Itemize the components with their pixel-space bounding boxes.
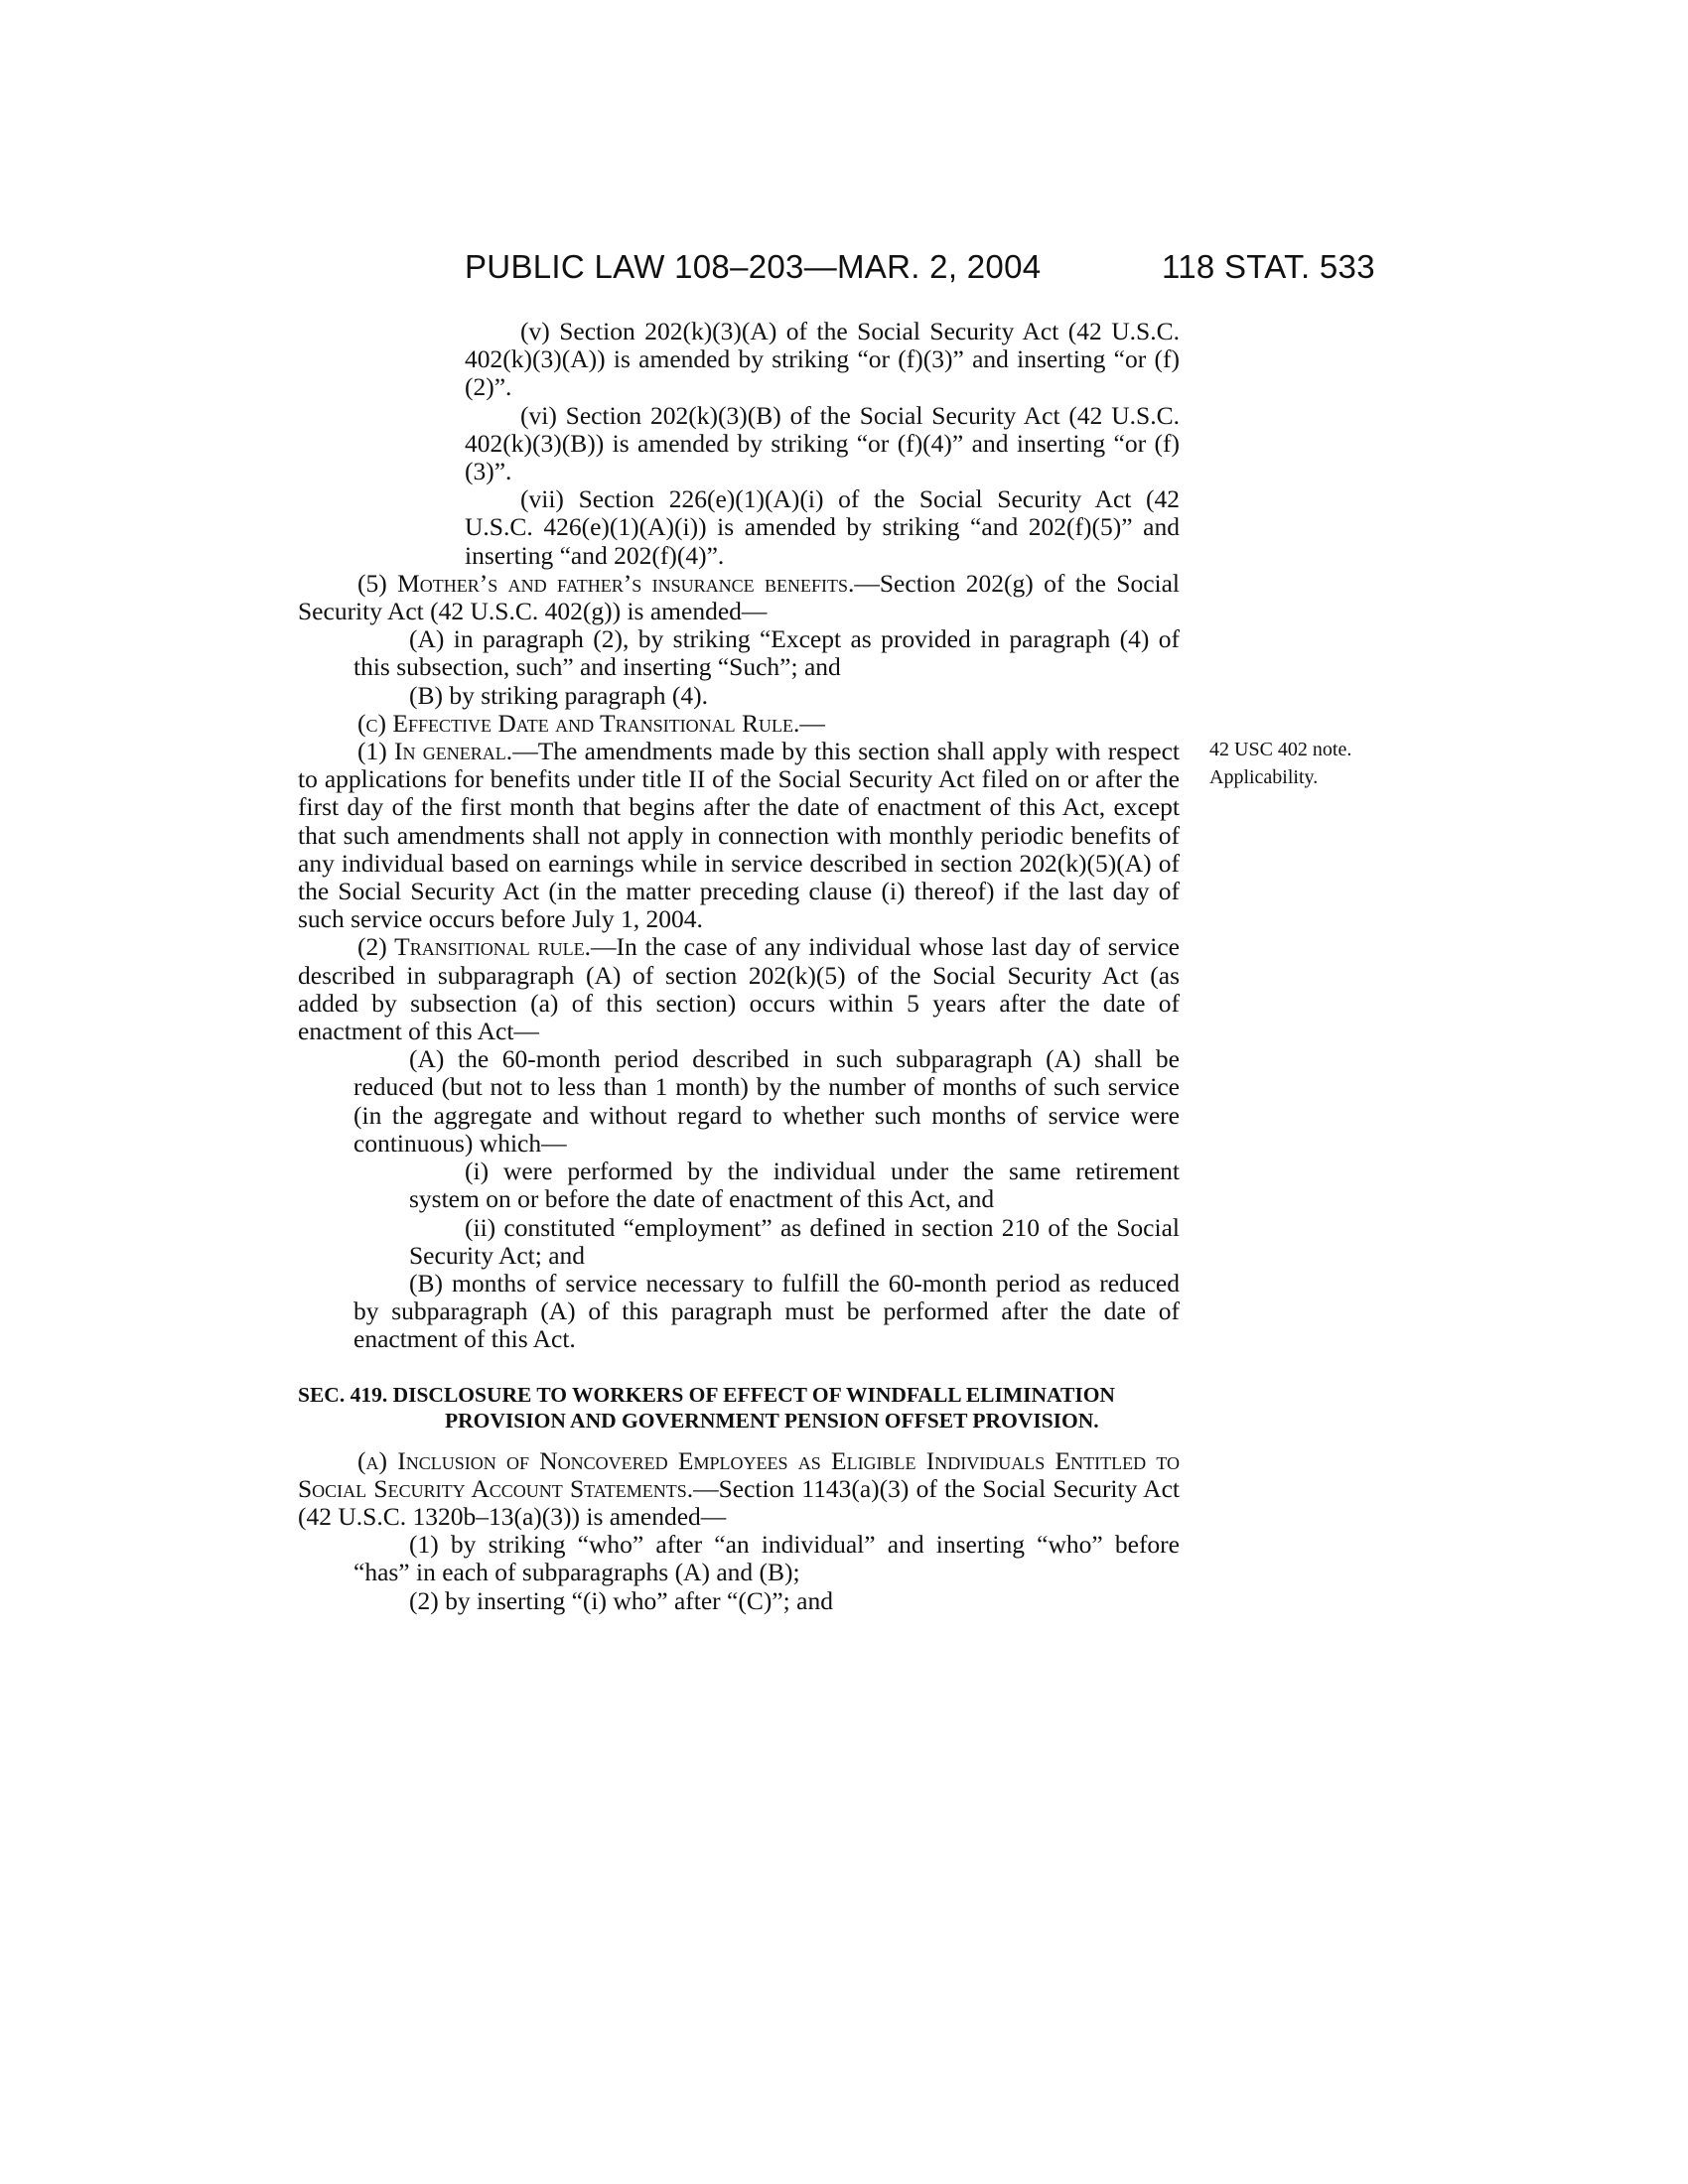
subsection-c-dash: — <box>799 708 825 738</box>
clause-vi: (vi) Section 202(k)(3)(B) of the Social Security Act (42 U.S.C. 402(k)(3)(B)) is amended by striking “or (f)(4)” and inserting “or (f)(3)”. <box>465 400 1180 486</box>
paragraph-5 <box>298 570 1180 625</box>
paragraph-5-heading: (5) Mother’s and father’s insurance benefits. <box>357 568 855 598</box>
subsection-c-heading: (c) Effective Date and Transitional Rule. <box>357 708 800 738</box>
paragraph-c2-heading: (2) Transitional rule. <box>357 932 591 962</box>
paragraph-c2-text: —In the case of any individual whose last day of service described in subparagraph (A) of section 202(k)(5) of the Social Security Act (as added by subsection (a) of this section) occurs within 5 years after the date of enactment of this Act— <box>298 932 1180 1046</box>
paragraph-c2-clause-i: (i) were performed by the individual under the same retirement system on or before the date of enactment of this Act, and <box>409 1157 1180 1214</box>
paragraph-c2 <box>298 933 1180 1045</box>
paragraph-5-text: —Section 202(g) of the Social Security Act (42 U.S.C. 402(g)) is amended— <box>298 568 1180 626</box>
paragraph-c1-text: —The amendments made by this section shall apply with respect to applications for benefits under title II of the Social Security Act filed on or after the first day of the first month that begins after the date of enactment of this Act, except that such amendments shall not apply in connection with monthly periodic benefits of any individual based on earnings while in service described in section 202(k)(5)(A) of the Social Security Act (in the matter preceding clause (i) thereof) if the last day of such service occurs before July 1, 2004. <box>298 737 1180 934</box>
subsection-c <box>298 710 1180 738</box>
paragraph-c2-clause-ii: (ii) constituted “employment” as defined in section 210 of the Social Security Act; and <box>409 1212 1180 1270</box>
paragraph-c2-subparagraph-b: (B) months of service necessary to fulfill the 60-month period as reduced by subparagraph (A) of this paragraph must be performed after the date of enactment of this Act. <box>353 1268 1180 1354</box>
subsection-a <box>298 1447 1180 1532</box>
margin-note-applicability: Applicability. <box>1209 766 1319 788</box>
document-body <box>298 318 1180 1615</box>
running-header-stat-page: 118 STAT. 533 <box>1162 248 1375 285</box>
paragraph-c1-heading: (1) In general. <box>357 737 513 766</box>
running-header-title: PUBLIC LAW 108–203—MAR. 2, 2004 <box>465 248 1042 285</box>
clause-vii: (vii) Section 226(e)(1)(A)(i) of the Social Security Act (42 U.S.C. 426(e)(1)(A)(i)) is amended by striking “and 202(f)(5)” and inserting “and 202(f)(4)”. <box>465 484 1180 570</box>
clause-v: (v) Section 202(k)(3)(A) of the Social Security Act (42 U.S.C. 402(k)(3)(A)) is amended by striking “or (f)(3)” and inserting “or (f)(2)”. <box>465 317 1180 402</box>
section-419-heading: SEC. 419. DISCLOSURE TO WORKERS OF EFFECT OF WINDFALL ELIMINATION PROVISION AND GOVERNMENT PENSION OFFSET PROVISION. <box>298 1382 1115 1433</box>
subsection-a-paragraph-1: (1) by striking “who” after “an individual” and inserting “who” before “has” in each of subparagraphs (A) and (B); <box>353 1530 1180 1587</box>
paragraph-c1 <box>298 738 1180 933</box>
subsection-a-heading: (a) Inclusion of Noncovered Employees as Eligible Individuals Entitled to Social Security Account Statements. <box>298 1445 1180 1503</box>
paragraph-5-subparagraph-b: (B) by striking paragraph (4). <box>409 680 708 710</box>
margin-note-usc: 42 USC 402 note. <box>1209 739 1352 760</box>
paragraph-c2-subparagraph-a: (A) the 60-month period described in such subparagraph (A) shall be reduced (but not to less than 1 month) by the number of months of such service (in the aggregate and without regard to whether such months of service were continuous) which— <box>353 1044 1180 1158</box>
paragraph-5-subparagraph-a: (A) in paragraph (2), by striking “Except as provided in paragraph (4) of this subsection, such” and inserting “Such”; and <box>353 624 1180 682</box>
subsection-a-text: —Section 1143(a)(3) of the Social Security Act (42 U.S.C. 1320b–13(a)(3)) is amended— <box>298 1473 1180 1531</box>
subsection-a-paragraph-2: (2) by inserting “(i) who” after “(C)”; and <box>409 1585 833 1615</box>
